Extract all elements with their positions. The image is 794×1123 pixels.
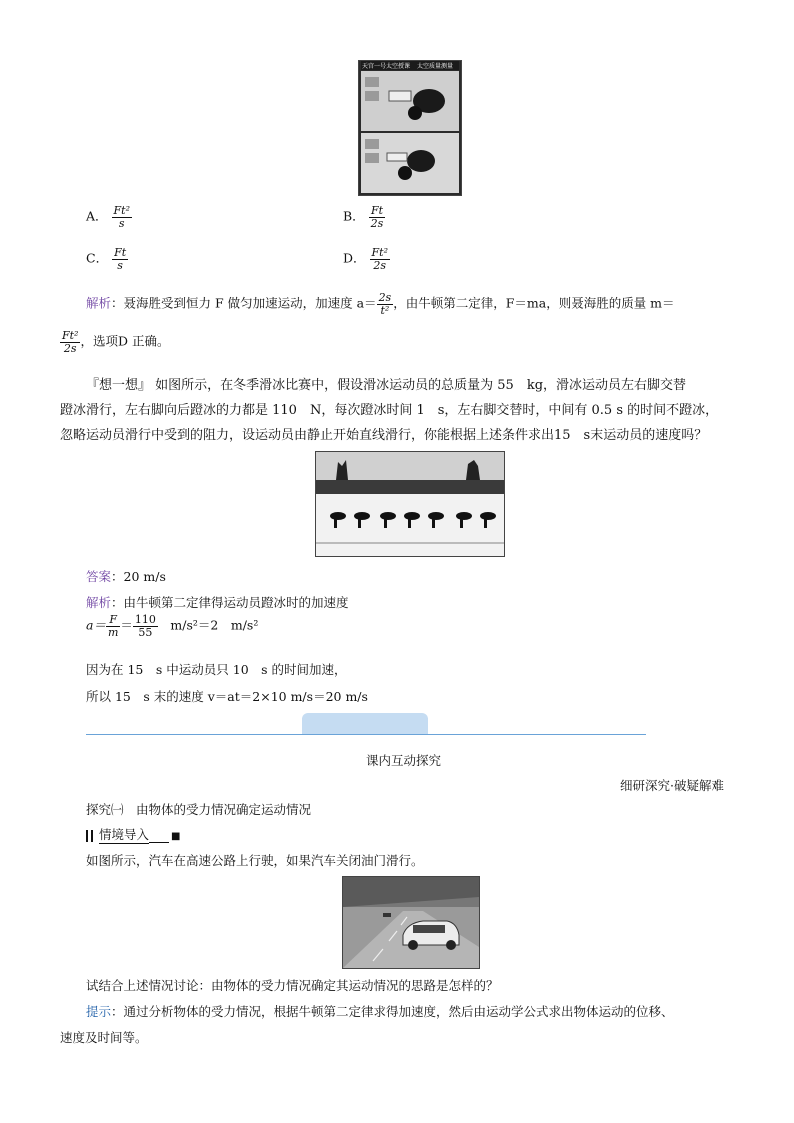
space-experiment-photo: [358, 60, 462, 196]
section-subtitle: 细研深究·破疑解难: [620, 778, 724, 793]
analysis-2-label: 解析: [86, 595, 112, 610]
think-line2: 蹬冰滑行，左右脚向后蹬冰的力都是 110 N，每次蹬冰时间 1 s，左右脚交替时，中间有 0.5 s 的时间不蹬冰，: [60, 403, 719, 418]
hint-label: 提示: [86, 1004, 112, 1019]
analysis-2-line3: 因为在 15 s 中运动员只 10 s 的时间加速，: [86, 662, 347, 677]
skating-photo: [315, 451, 505, 557]
analysis-2-line1: 解析：由牛顿第二定律得运动员蹬冰时的加速度: [86, 595, 349, 610]
answer-label: 答案: [86, 569, 112, 584]
figure-label-right: 太空质量测量: [417, 63, 454, 70]
car-highway-photo: [342, 876, 480, 969]
analysis-1-line1: 解析：聂海胜受到恒力 F 做匀加速运动，加速度 a＝ $\frac{2s}{\text{t²}}$ ，由牛顿第二定律，F＝ma，则聂海胜的质量 m＝: [86, 291, 675, 317]
section-tab: [302, 713, 428, 735]
section-divider: [86, 734, 646, 735]
option-c: C． $\frac{Ft}{s}$: [86, 246, 127, 272]
hint-line1: 提示：通过分析物体的受力情况，根据牛顿第二定律求得加速度，然后由运动学公式求出物体运动的位移、: [86, 1004, 674, 1019]
figure-label-left: 天宫一号太空授课: [362, 63, 411, 70]
analysis-2-line4: 所以 15 s 末的速度 v＝at＝2×10 m/s＝20 m/s: [86, 689, 368, 704]
analysis-1-line2: $\frac{\text{Ft²}}{2s}$ ，选项D 正确。: [62, 329, 170, 355]
think-line3: 忽略运动员滑行中受到的阻力，设运动员由静止开始直线滑行，你能根据上述条件求出15 s末运动员的速度吗？: [60, 428, 708, 443]
think-label: 『想一想』: [86, 378, 152, 393]
option-a: A． $\frac{\text{Ft²}}{s}$: [86, 204, 130, 230]
space-experiment-illustration: [359, 61, 461, 195]
scene-tag: 情境导入 ■: [86, 825, 180, 843]
skating-illustration: [316, 452, 504, 556]
option-d: D． $\frac{\text{Ft²}}{2s}$: [343, 246, 388, 272]
car-illustration: [343, 877, 479, 968]
hint-line2: 速度及时间等。: [60, 1030, 148, 1045]
analysis-2-equation: a＝ $\frac{F}{m}$ ＝ $\frac{110}{55}$ m/s²＝2 m/s²: [86, 613, 259, 639]
scene-text: 如图所示，汽车在高速公路上行驶，如果汽车关闭油门滑行。: [86, 853, 424, 868]
think-line1: 『想一想』 如图所示，在冬季滑冰比赛中，假设滑冰运动员的总质量为 55 kg，滑冰运动员左右脚交替: [86, 378, 687, 393]
section-title: 课内互动探究: [366, 753, 442, 768]
analysis-label: 解析: [86, 295, 112, 311]
explore-title: 探究㈠ 由物体的受力情况确定运动情况: [86, 802, 312, 817]
answer-line: 答案：20 m/s: [86, 569, 166, 584]
question-text: 试结合上述情况讨论：由物体的受力情况确定其运动情况的思路是怎样的？: [86, 978, 499, 993]
option-b: B． $\frac{Ft}{2s}$: [343, 204, 384, 230]
